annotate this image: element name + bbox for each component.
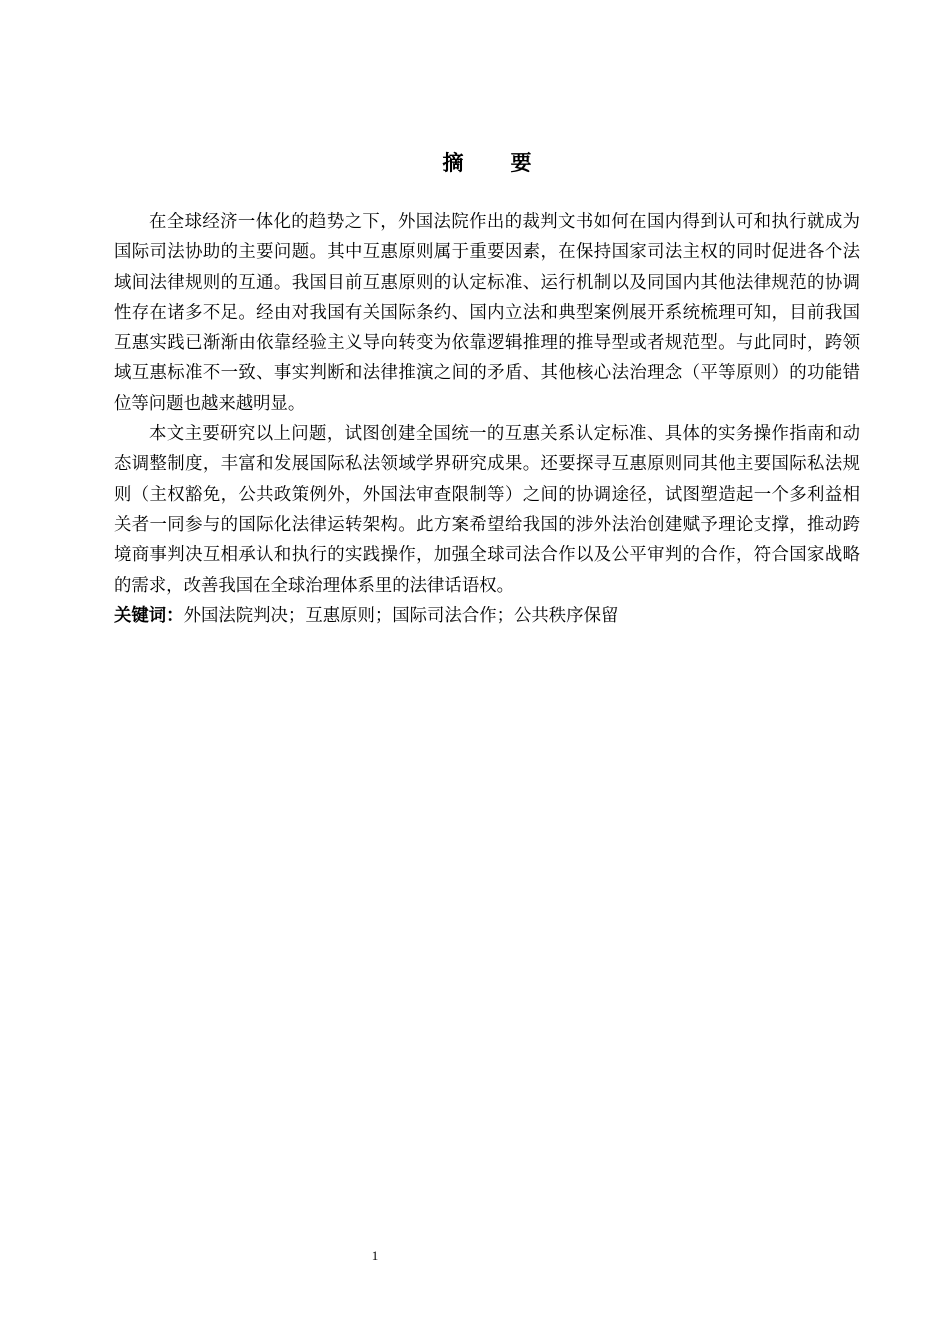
abstract-paragraph-1: 在全球经济一体化的趋势之下，外国法院作出的裁判文书如何在国内得到认可和执行就成为国际司法协助的主要问题。其中互惠原则属于重要因素，在保持国家司法主权的同时促进各个法域间法律规则的互通。我国目前互惠原则的认定标准、运行机制以及同国内其他法律规范的协调性存在诸多不足。经由对我国有关国际条约、国内立法和典型案例展开系统梳理可知，目前我国互惠实践已渐渐由依靠经验主义导向转变为依靠逻辑推理的推导型或者规范型。与此同时，跨领域互惠标准不一致、事实判断和法律推演之间的矛盾、其他核心法治理念（平等原则）的功能错位等问题也越来越明显。 xyxy=(114,212,860,414)
page-number: 1 xyxy=(371,1248,379,1263)
keywords-line xyxy=(114,601,860,631)
abstract-title-part2: 要 xyxy=(510,151,533,175)
abstract-paragraph-2: 本文主要研究以上问题，试图创建全国统一的互惠关系认定标准、具体的实务操作指南和动态调整制度，丰富和发展国际私法领域学界研究成果。还要探寻互惠原则同其他主要国际私法规则（主权豁免，公共政策例外，外国法审查限制等）之间的协调途径，试图塑造起一个多利益相关者一同参与的国际化法律运转架构。此方案希望给我国的涉外法治创建赋予理论支撑，推动跨境商事判决互相承认和执行的实践操作，加强全球司法合作以及公平审判的合作，符合国家战略的需求，改善我国在全球治理体系里的法律话语权。 xyxy=(114,424,860,596)
abstract-title-part1: 摘 xyxy=(442,151,465,175)
abstract-body xyxy=(114,207,860,631)
keywords-text: 外国法院判决；互惠原则；国际司法合作；公共秩序保留 xyxy=(183,605,619,626)
abstract-title xyxy=(0,148,950,178)
keywords-label: 关键词： xyxy=(114,605,184,626)
